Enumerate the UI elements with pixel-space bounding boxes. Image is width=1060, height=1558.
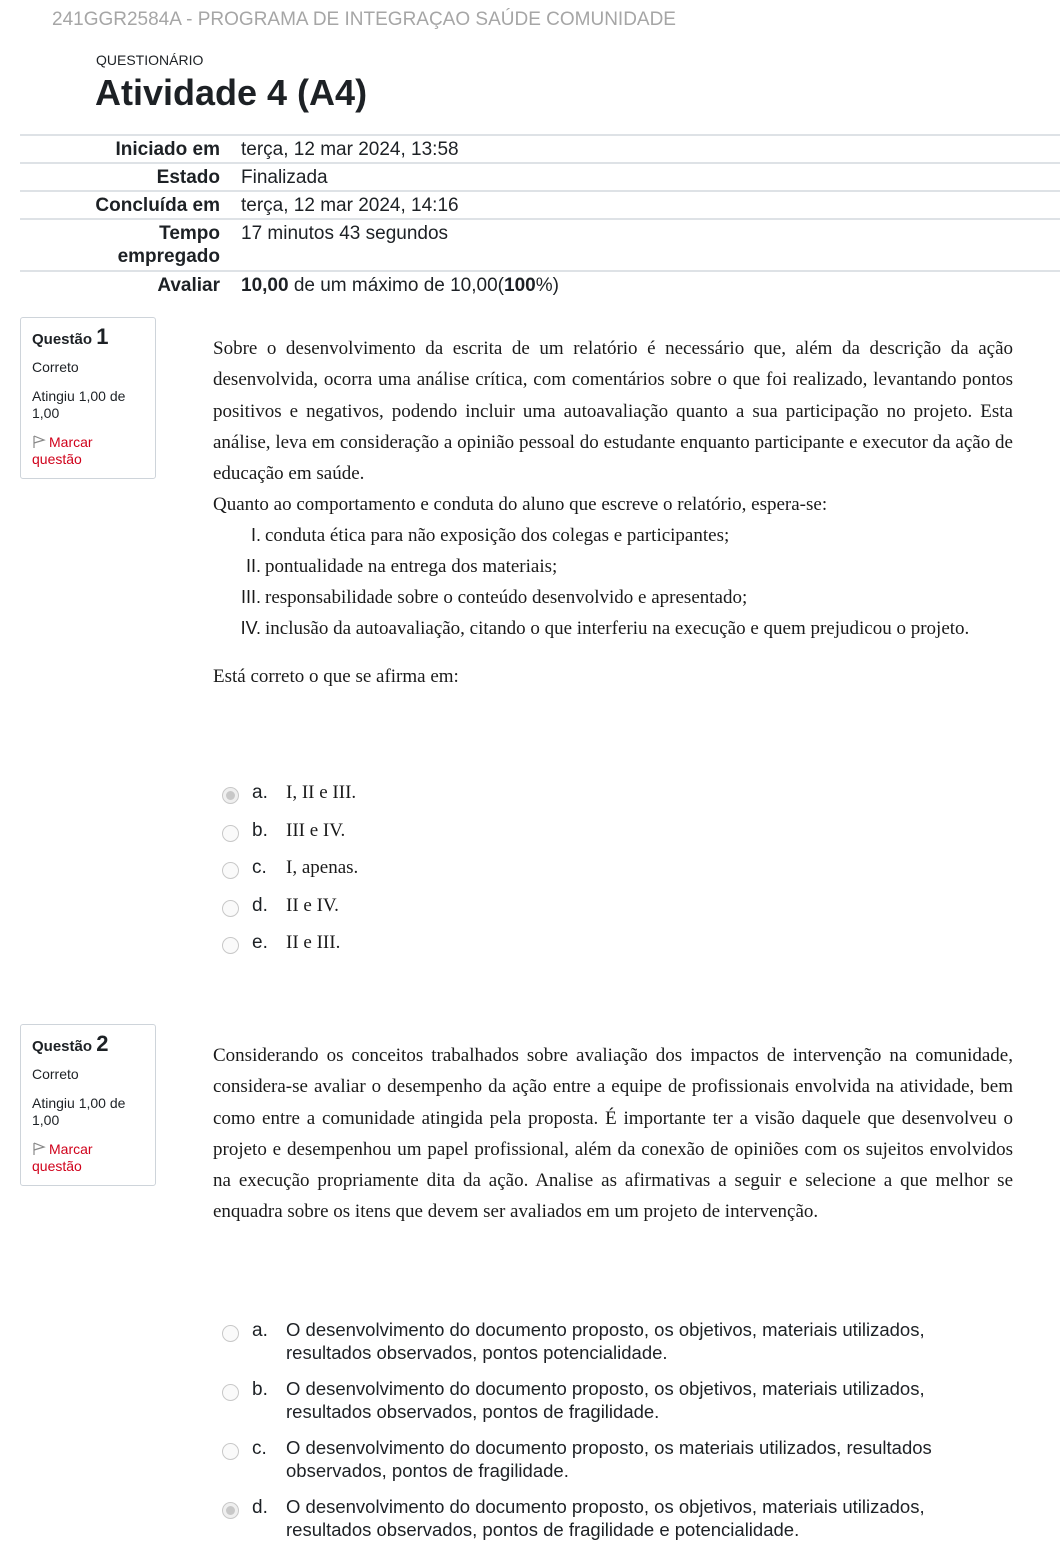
- statement-item: III. responsabilidade sobre o conteúdo desenvolvido e apresentado;: [240, 586, 748, 608]
- summary-value: 17 minutos 43 segundos: [241, 223, 449, 244]
- radio-button[interactable]: [222, 1502, 239, 1519]
- question-info-card: [20, 317, 156, 479]
- question-number: Questão 2: [32, 1031, 109, 1056]
- summary-row-grade: [20, 271, 1060, 298]
- question-grade: Atingiu 1,00 de 1,00: [32, 1095, 126, 1128]
- radio-button[interactable]: [222, 787, 239, 804]
- radio-button[interactable]: [222, 825, 239, 842]
- page-kicker: QUESTIONÁRIO: [96, 52, 204, 68]
- question-info-card: [20, 1024, 156, 1186]
- answer-options: [222, 1319, 1012, 1555]
- radio-button[interactable]: [222, 937, 239, 954]
- flag-question-button[interactable]: Marcar questão: [32, 434, 93, 467]
- summary-row-time-taken: [20, 219, 1060, 271]
- page-title: Atividade 4 (A4): [95, 72, 368, 113]
- question-number: Questão 1: [32, 324, 109, 349]
- summary-value: Finalizada: [241, 167, 328, 188]
- answer-option-d[interactable]: d. II e IV.: [222, 894, 1012, 932]
- summary-row-state: [20, 163, 1060, 191]
- course-title[interactable]: 241GGR2584A - PROGRAMA DE INTEGRAÇAO SAÚDE COMUNIDADE: [52, 9, 676, 30]
- answer-option-d[interactable]: d. O desenvolvimento do documento proposto, os objetivos, materiais utilizados, resultados observados, pontos de fragilidade e potencialidade.: [222, 1496, 1012, 1541]
- statement-item: I. conduta ética para não exposição dos colegas e participantes;: [250, 524, 730, 546]
- question-text: [213, 333, 1013, 692]
- question-text: [213, 1040, 1013, 1228]
- flag-icon: [32, 1142, 46, 1156]
- question-paragraph: Sobre o desenvolvimento da escrita de um relatório é necessário que, além da descrição da ação desenvolvida, ocorra uma análise crítica, com comentários sobre o que foi realizado, levantando pontos positivos e negativos, podendo incluir uma autoavaliação quanto a sua participação no projeto. Esta análise, leva em consideração a opinião pessoal do estudante enquanto participante e executor da ação de educação em saúde.: [213, 338, 1013, 485]
- grade-percent: 100: [504, 275, 536, 296]
- answer-option-c[interactable]: c. I, apenas.: [222, 856, 1012, 894]
- summary-value: terça, 12 mar 2024, 14:16: [241, 195, 459, 216]
- statement-list: [213, 521, 1013, 643]
- answer-option-e[interactable]: e. II e III.: [222, 931, 1012, 969]
- summary-value: 10,00 de um máximo de 10,00(100%): [241, 275, 559, 296]
- flag-question-button[interactable]: Marcar questão: [32, 1141, 93, 1174]
- answer-option-a[interactable]: a. I, II e III.: [222, 781, 1012, 819]
- radio-button[interactable]: [222, 1325, 239, 1342]
- radio-button[interactable]: [222, 862, 239, 879]
- flag-icon: [32, 435, 46, 449]
- question-prompt: Está correto o que se afirma em:: [213, 665, 459, 687]
- radio-button[interactable]: [222, 900, 239, 917]
- summary-row-completed: [20, 191, 1060, 219]
- radio-button[interactable]: [222, 1443, 239, 1460]
- summary-label: Avaliar: [157, 275, 220, 296]
- answer-option-c[interactable]: c. O desenvolvimento do documento proposto, os materiais utilizados, resultados observados, pontos de fragilidade.: [222, 1437, 1012, 1482]
- question-state: Correto: [32, 359, 79, 375]
- summary-label: Estado: [156, 167, 220, 188]
- radio-button[interactable]: [222, 1384, 239, 1401]
- question-paragraph: Considerando os conceitos trabalhados sobre avaliação dos impactos de intervenção na comunidade, considera-se avaliar o desempenho da ação entre a equipe de profissionais envolvida na atividade, bem como entre a comunidade atingida pela proposta. É importante ter a visão daquele que desenvolveu o projeto e desempenhou um papel profissional, além da conexão de opiniões com os sujeitos envolvidos na execução propriamente dita da ação. Analise as afirmativas a seguir e selecione a que melhor se enquadra sobre os itens que devem ser avaliados em um projeto de intervenção.: [213, 1045, 1013, 1223]
- grade-score: 10,00: [241, 275, 289, 296]
- summary-label: Iniciado em: [115, 139, 220, 160]
- answer-option-a[interactable]: a. O desenvolvimento do documento proposto, os objetivos, materiais utilizados, resultados observados, pontos potencialidade.: [222, 1319, 1012, 1364]
- answer-options: [222, 781, 1012, 969]
- answer-option-b[interactable]: b. III e IV.: [222, 819, 1012, 857]
- summary-label: Concluída em: [95, 195, 220, 216]
- question-grade: Atingiu 1,00 de 1,00: [32, 388, 126, 421]
- summary-label: Tempo empregado: [117, 223, 220, 267]
- question-paragraph: Quanto ao comportamento e conduta do aluno que escreve o relatório, espera-se:: [213, 494, 828, 516]
- summary-value: terça, 12 mar 2024, 13:58: [241, 139, 459, 160]
- answer-option-b[interactable]: b. O desenvolvimento do documento proposto, os objetivos, materiais utilizados, resultados observados, pontos de fragilidade.: [222, 1378, 1012, 1423]
- summary-row-started: [20, 135, 1060, 163]
- statement-item: II. pontualidade na entrega dos materiais;: [245, 555, 558, 577]
- statement-item: IV. inclusão da autoavaliação, citando o que interferiu na execução e quem prejudicou o projeto.: [240, 617, 970, 639]
- attempt-summary-table: [20, 134, 1060, 298]
- question-state: Correto: [32, 1066, 79, 1082]
